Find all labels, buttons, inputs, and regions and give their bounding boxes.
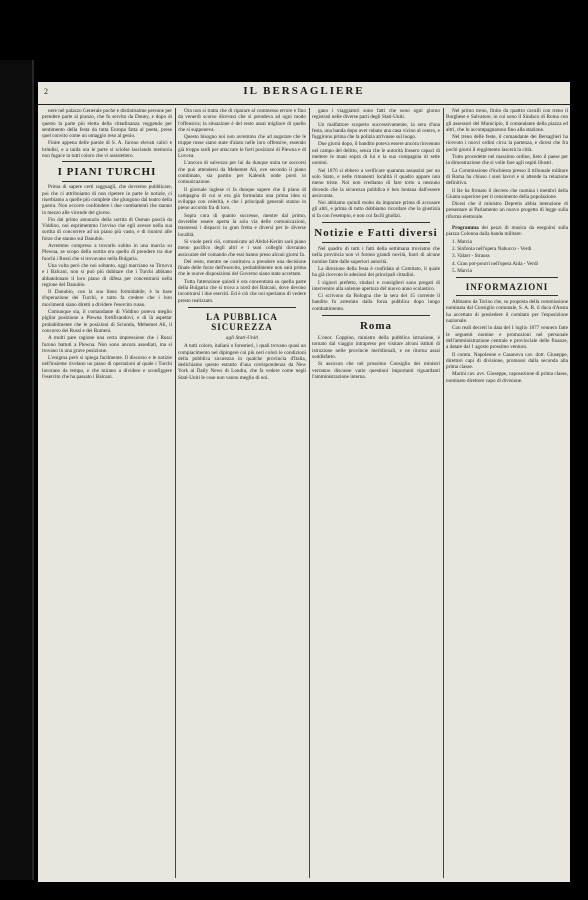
column-4 xyxy=(446,108,568,878)
column-2 xyxy=(178,108,306,878)
paragraph: Nel 1876 si ebbero a verificare quaranta assassini per un solo Stato, e nelle rimanenti località il quadro appare non meno triste. Noi non crediamo di fare torto a nessuno dicendo che la sicurezza pubblica è ben lontana dall'essere assicurata. xyxy=(312,167,440,199)
paragraph: Marini cav. avv. Giuseppe, caposezione di prima classe, nominato direttore capo di divisione. xyxy=(446,371,568,384)
paragraph: Del resto, mentre ne costituiva a prendere una decisione finale delle forze dell'esercito, probabilmente non sarà prima che le nuove disposizioni del Governo siano state accettate. xyxy=(178,258,306,278)
paragraph: Comunque sia, il comandante di Viddino poteva meglio pigliar posizione a Plewna fortificandovi, e di là aspettar probabilmente che le posizioni di Sciumla, Mehemet Ali, il concorso dei Russi e dei Rumeni. xyxy=(42,309,172,334)
paragraph: Si assicura che nel prossimo Consiglio dei ministri verranno discusse varie questioni importanti riguardanti l'amministrazione interna. xyxy=(312,361,440,380)
column-rule xyxy=(443,108,444,878)
program-title: Programma xyxy=(452,225,479,232)
column-rule xyxy=(309,108,310,878)
paragraph: A molti pare ragione una certa impressione che i Russi furono battuti a Plewna. Non sono ancora assediati, ma si trovano in una grave posizione. xyxy=(42,335,172,354)
paragraph: Il Re ha firmato il decreto che nomina i membri della Giunta superiore per il censimento della popolazione. xyxy=(446,187,568,200)
paragraph: gano i viaggiatori sono fatti che sono ogni giorno registrati nelle diverse parti degli Stati-Uniti. xyxy=(312,108,440,121)
paragraph: Fin dal primo annunzio della sortita di Osman pascià da Viddino, noi esprimemmo l'avviso che egli avesse nella sua sortita di concorrere ad un piano più vasto, e di riunirsi alle forze che stanno sul Danubio. xyxy=(42,216,172,242)
paragraph: A tutti coloro, italiani o forestieri, i quali trovano quasi un compiacimento nel dipingere coi più neri colori le condizioni della pubblica sicurezza in qualche provincia d'Italia, dedichiamo questo estratto d'una corrispondenza da New York al Daily News di Londra, che fa vedere come negli Stati-Uniti le cose non vanno meglio di noi. xyxy=(178,343,306,381)
paragraph: Sopra cura di quanto successe, mentre dal primo, dovrebbe essere aperta la sola via delle comunicazioni, trasmessi i dispacci in gran fretta e diversi per le diverse località. xyxy=(178,212,306,238)
paragraph: La Commissione d'inchiesta presso il tribunale militare di Roma ha chiuso i suoi lavori e si attende la relazione definitiva. xyxy=(446,167,568,187)
divider xyxy=(62,161,152,162)
divider xyxy=(456,277,558,278)
paragraph: Due giorni dopo, il bandito poteva essere ancora rinvenuto nel campo del delitto, senza che le autorità fossero capaci di mettere le mani sopra di lui e la sua compagnia di sette uomini. xyxy=(312,141,440,167)
paragraph: Il giornale inglese ci fa dunque sapere che il piano di campagna di cui si era già formulata una prima idea si sviluppa con celerità, e che i principali generali stanno in pieno accordo fra di loro. xyxy=(178,186,306,212)
paragraph: Abbiamo da Torino che, su proposta della commissione nominata dal Consiglio comunale, S. A. R. il duca d'Aosta ha accettato di presiedere il comitato per l'esposizione nazionale. xyxy=(446,299,568,325)
page-header xyxy=(38,82,570,105)
article-title-piani-turchi: I PIANI TURCHI xyxy=(57,166,157,179)
article-title-roma: Roma xyxy=(359,320,393,333)
paragraph: Con reali decreti in data del 1 luglio 1877 vennero fatte le seguenti nomine e promozioni nel personale dell'amministrazione centrale e provinciale delle finanze, a datare dal 1 agosto prossimo venturo. xyxy=(446,325,568,351)
article-subtitle: agli Stati-Uniti xyxy=(225,334,259,341)
masthead-title: IL BERSAGLIERE xyxy=(243,85,365,97)
paragraph: Una volta però che noi soltanto, oggi marciano su Tirnova e i Balcani, non si può più dubitare che i Turchi abbiano abbandonato il loro piano di difesa per concentrarsi nella regione del Danubio. xyxy=(42,262,172,288)
paragraph: Noi abbiamo quindi molto da imparare prima di accusare gli altri, e prima di tutto dobbiamo ricordare che la giustizia si fa con l'esempio, e non coi facili giudizi. xyxy=(312,200,440,219)
page-edge xyxy=(0,60,34,880)
paragraph: Ci scrivono da Bologna che la sera del 15 corrente il bandito fu arrestato dalla forza pubblica dopo lungo combattimento. xyxy=(312,293,440,312)
paragraph: Prima di sapere certi ragguagli, che dovremo pubblicare, poi che ci attribuiamo di non ripetere in parte le notizie, ci riserbiamo a quelle più complete che giungono dal teatro della guerra. Non occorre confondere i due combattenti che stanno in mezzo alle vicende del giorno. xyxy=(42,184,172,216)
program-item: 2. Sinfonia nell'opera Nabucco - Verdi xyxy=(452,245,532,252)
paragraph: Nel treno delle feste, il comandante dei Bersaglieri ha ricevuto i nuovi ordini circa la partenza, e dicesi che fra pochi giorni il reggimento lascerà la città. xyxy=(446,134,568,153)
paragraph: Un malfattore scoperto successivamente, la sera d'una festa, una banda dopo aver rubato una casa vicino al centro, e fuggirono prima che la polizia arrivasse sul luogo. xyxy=(312,121,440,141)
paragraph: Ora non si tratta che di riparare al commesso errore e fino da venerdì scorso dicevasi che si prendeva ad ogni modo l'offensiva; la situazione è del resto assai migliore di quello che si supponeva. xyxy=(178,108,306,133)
paragraph: L'enigma però si spiega facilmente. Il discorso e le notizie nell'insieme rivelano un piano di operazioni al quale i Turchi lavorano da tempo, e che mirano a dividere e sconfiggere l'esercito che ha passato i Balcani. xyxy=(42,355,172,380)
divider xyxy=(62,181,152,182)
divider xyxy=(322,315,430,316)
paragraph: Nel primo treno, finito da quattro cavalli con treno il Borghese e Salvatore, in cui sono il Sindaco di Roma con gli assessori del Municipio, il comandante della piazza ed altri, che lo accompagnarono fino alla stazione. xyxy=(446,108,568,133)
column-1 xyxy=(42,108,172,878)
article-title-notizie: Notizie e Fatti diversi xyxy=(314,227,438,240)
paragraph: Questo bisogno noi non avremmo che ad augurare che le truppe russe siano state d'aiuto nelle loro offensive, essendo già troppo tardi per attaccare le forti posizioni di Plewna e di Lovcea. xyxy=(178,134,306,160)
newspaper-page xyxy=(38,82,570,882)
column-3 xyxy=(312,108,440,878)
paragraph: I signori prefetto, sindaci e consiglieri sono pregati di intervenire alla solenne apertura del nuovo anno scolastico. xyxy=(312,279,440,292)
article-title-pubblica-sicurezza: LA PUBBLICA SICUREZZA xyxy=(206,311,278,332)
program-item: 4. Gran pot-pourri nell'opera Aida - Verdi xyxy=(452,260,538,267)
paragraph: La direzione della festa è confidata al Comitato, il quale ha già ricevuto le adesioni dei principali cittadini. xyxy=(312,265,440,279)
program-item: 5. Marcia xyxy=(452,267,472,274)
paragraph: Avremmo compreso a trovarlo subito in una marcia su Plewna, se scopo della sortita era quello di prendere tra due fuochi i Russi che si trovavano nella Bulgaria. xyxy=(42,243,172,262)
column-rule xyxy=(175,108,176,878)
divider xyxy=(456,295,558,296)
paragraph: L'onor. Coppino, ministro della pubblica istruzione, è tornato dal viaggio intrapreso per visitare alcuni istituti di istruzione nelle provincie meridionali, e ne ritorna assai soddisfatto. xyxy=(312,335,440,360)
paragraph: Il Danubio, con la sua linea formidabile, è la base d'operazione dei Turchi, e tutto fa credere che i loro movimenti siano diretti a dividere l'esercito russo. xyxy=(42,289,172,308)
paragraph: Il comm. Napoleone e Casanova cav. dott. Giuseppe, direttori capi di divisione, promossi dalla seconda alla prima classe. xyxy=(446,351,568,371)
divider xyxy=(322,242,430,243)
paragraph: Finite appena delle parole di S. A. furono elevati calici e brindisi, e a tarda ora le parte si sciolse lasciando memoria non fugace in tutti coloro che vi assistettero. xyxy=(42,140,172,160)
paragraph: Tutta l'attenzione quindi è ora concentrata su quella parte della Bulgaria che si trova a nord dei Balcani, dove devono incontrarsi i due eserciti. Ed è ciò che noi speriamo di vedere presto realizzato. xyxy=(178,278,306,304)
program-item: 1. Marcia xyxy=(452,238,472,245)
program-item: 3. Valzer - Strauss xyxy=(452,253,490,260)
page-number: 2 xyxy=(44,87,48,96)
divider xyxy=(188,307,296,308)
paragraph: L'ancora di salvezza per lui da dunque unita ne soccorsi che può attendersi da Mehemet Ali, ove secondo il piano combinato, sia partito per Kalenik onde porsi in comunicazione. xyxy=(178,160,306,186)
paragraph: Dicesi che il ministro Depretis abbia intenzione di presentare al Parlamento un nuovo progetto di legge sulla riforma elettorale. xyxy=(446,201,568,220)
article-title-informazioni: INFORMAZIONI xyxy=(465,282,549,293)
program-heading xyxy=(446,225,568,238)
paragraph: nere nel palazzo Generale poche e distintissime persone per prendere parte al pranzo, che fu servito da Doney, e dopo di questo la parte più eletta della cittadinanza veggendo per sentimento della festa da tutta Europa fatta al poeta, prese quel convito come un omaggio reso al genio. xyxy=(42,108,172,140)
paragraph: Nel quadro di tutti i fatti della settimana troviamo che nella provincia non vi furono grandi novità, fuori di alcune nomine fatte dalle superiori autorità. xyxy=(312,246,440,265)
divider xyxy=(322,222,430,223)
paragraph: Si vuole però ciò, comunicato ad Abdul-Kerim sarà piano meno pacifico degli altri e i suoi colleghi dovranno assicurare del comando che essi hanno preso alcuni giorni fa. xyxy=(178,238,306,258)
paragraph: Tutto procedette nel massimo ordine, lieto il paese per la dimostrazione che si volle fare agli ospiti illustri. xyxy=(446,154,568,167)
program-text: dei pezzi di musica da eseguirsi sulla piazza Colonna dalla banda militare: xyxy=(446,225,568,238)
